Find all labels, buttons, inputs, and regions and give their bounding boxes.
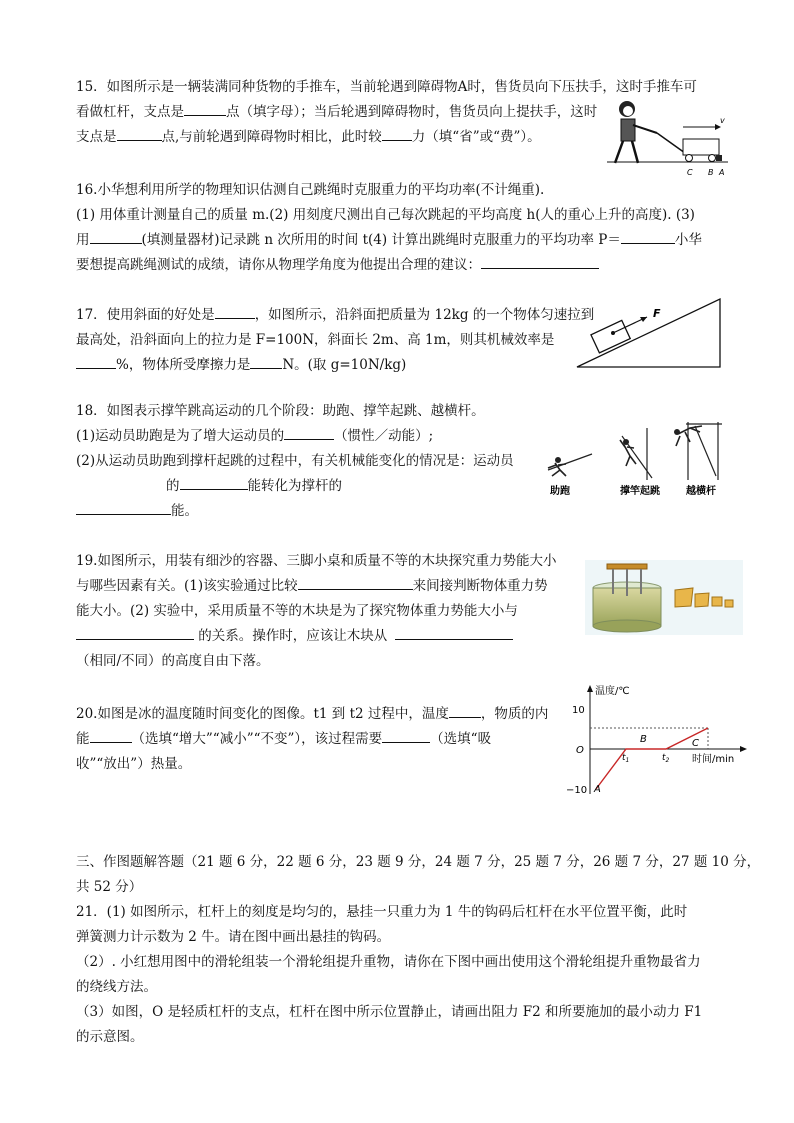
q21-line5: （3）如图，O 是轻质杠杆的支点，杠杆在图中所示位置静止，请画出阻力 F2 和所要施加的最小动力 F1 (76, 1004, 703, 1020)
q15-cart-figure (605, 95, 730, 180)
q18-line2: (1)运动员助跑是为了增大运动员的 （惯性／动能）; (76, 424, 514, 449)
q16-blank-3[interactable] (481, 253, 599, 269)
q19-line2: 与哪些因素有关。(1)该实验通过比较 来间接判断物体重力势 (76, 574, 556, 599)
q20-t1: $t_1$ (622, 753, 630, 764)
q18-line5: 能。 (76, 499, 514, 524)
q17-line2: 最高处，沿斜面向上的拉力是 F=100N，斜面长 2m、高 1m，则其机械效率是 (76, 332, 555, 348)
q21-line3: （2）. 小红想用图中的滑轮组装一个滑轮组提升重物，请你在下图中画出使用这个滑轮组提升重物最省力 (76, 954, 701, 970)
q20-t2: $t_2$ (662, 753, 670, 764)
q16-line1: 16.小华想利用所学的物理知识估测自己跳绳时克服重力的平均功率(不计绳重). (76, 182, 545, 198)
q20-line2: 能 （选填“增大”“减小”“不变”），该过程需要 （选填“吸 (76, 727, 548, 752)
q19-line1: 19.如图所示，用装有细沙的容器、三脚小桌和质量不等的木块探究重力势能大小 (76, 553, 557, 569)
q20-origin: O (576, 745, 584, 756)
q20-point-a: A (594, 784, 601, 795)
q16-blank-1[interactable] (90, 228, 142, 244)
q15-line3: 支点是 点,与前轮遇到障碍物时相比，此时较 力（填“省”或“费”）。 (76, 125, 697, 150)
q19-sand-container-figure (585, 560, 743, 635)
question-19 (76, 549, 556, 674)
q18-label-run: 助跑 (550, 486, 570, 497)
q15-line1: 15．如图所示是一辆装满同种货物的手推车，当前轮遇到障碍物A时，售货员向下压扶手，这时手推车可 (76, 79, 697, 95)
question-17 (76, 303, 594, 378)
q20-blank-1[interactable] (449, 702, 481, 718)
q21-line2: 弹簧测力计示数为 2 牛。请在图中画出悬挂的钩码。 (76, 929, 391, 945)
q19-line4: 的关系。操作时，应该让木块从 (76, 624, 556, 649)
q18-label-jump: 撑竿起跳 (620, 486, 660, 497)
q18-line3: (2)从运动员助跑到撑杆起跳的过程中，有关机械能变化的情况是：运动员 (76, 453, 514, 469)
q19-line3: 能大小。(2) 实验中，采用质量不等的木块是为了探究物体重力势能大小与 (76, 603, 518, 619)
q19-blank-1[interactable] (298, 574, 413, 590)
question-16 (76, 178, 702, 278)
q15-label-b: B (708, 168, 714, 177)
q17-blank-1[interactable] (215, 303, 255, 319)
q18-blank-1[interactable] (284, 424, 334, 440)
q19-blank-3[interactable] (395, 624, 513, 640)
q17-line1: 17．使用斜面的好处是 ，如图所示，沿斜面把质量为 12kg 的一个物体匀速拉到 (76, 303, 594, 328)
q17-blank-2[interactable] (76, 353, 116, 369)
q21-line6: 的示意图。 (76, 1029, 144, 1045)
question-20 (76, 702, 548, 777)
section-3-heading (76, 850, 760, 900)
q16-blank-2[interactable] (621, 228, 675, 244)
q20-temperature-chart (560, 682, 750, 800)
q20-blank-2[interactable] (90, 727, 132, 743)
q21-line1: 21．(1) 如图所示，杠杆上的刻度是均匀的，悬挂一只重力为 1 牛的钩码后杠杆在水平位置平衡，此时 (76, 904, 688, 920)
q18-line1: 18．如图表示撑竿跳高运动的几个阶段：助跑、撑竿起跳、越横杆。 (76, 403, 485, 419)
q20-y-tick-neg10: −10 (566, 785, 588, 796)
sec3-line1: 三、作图题解答题（21 题 6 分，22 题 6 分，23 题 9 分，24 题 7 分，25 题 7 分，26 题 7 分，27 题 10 分， (76, 854, 761, 870)
q18-label-over: 越横杆 (686, 486, 716, 497)
q16-line2: (1) 用体重计测量自己的质量 m.(2) 用刻度尺测出自己每次跳起的平均高度 h(人的重心上升的高度). (3) (76, 207, 695, 223)
q20-line3: 收”“放出”）热量。 (76, 756, 192, 772)
q16-line3: 用 (填测量器材)记录跳 n 次所用的时间 t(4) 计算出跳绳时克服重力的平均功率 P＝ 小华 (76, 228, 702, 253)
q20-point-b: B (640, 734, 647, 745)
q15-line2: 看做杠杆，支点是 点（填字母）；当后轮遇到障碍物时，售货员向上提扶手，这时 (76, 100, 697, 125)
q15-blank-2[interactable] (117, 125, 162, 141)
q18-blank-2[interactable] (180, 474, 248, 490)
q18-line4: 的 能转化为撑杆的 (76, 474, 514, 499)
q16-line4: 要想提高跳绳测试的成绩，请你从物理学角度为他提出合理的建议： (76, 253, 702, 278)
q20-y-tick-10: 10 (572, 705, 585, 716)
question-21 (76, 900, 702, 1050)
q17-line3: %，物体所受摩擦力是 N。(取 g=10N/kg) (76, 353, 594, 378)
q18-blank-3[interactable] (76, 499, 171, 515)
q20-x-label: 时间/min (692, 754, 735, 765)
q20-point-c: C (692, 738, 699, 749)
q17-blank-3[interactable] (250, 353, 282, 369)
sec3-line2: 共 52 分） (76, 879, 143, 895)
q20-blank-3[interactable] (382, 727, 430, 743)
question-18 (76, 399, 514, 524)
q15-label-a: A (719, 168, 725, 177)
q15-blank-3[interactable] (382, 125, 412, 141)
q17-incline-figure (575, 295, 725, 370)
q19-line5: （相同/不同）的高度自由下落。 (76, 653, 270, 669)
q20-line1: 20.如图是冰的温度随时间变化的图像。t1 到 t2 过程中，温度 ，物质的内 (76, 702, 548, 727)
q17-label-f: F (653, 307, 661, 320)
q18-polevault-figure (540, 418, 730, 500)
q15-label-c: C (687, 168, 693, 177)
q20-y-label: 温度/℃ (595, 686, 630, 697)
q15-blank-1[interactable] (184, 100, 226, 116)
q21-line4: 的绕线方法。 (76, 979, 157, 995)
q19-blank-2[interactable] (76, 624, 194, 640)
question-15 (76, 75, 697, 150)
q15-label-v: v (720, 116, 725, 125)
